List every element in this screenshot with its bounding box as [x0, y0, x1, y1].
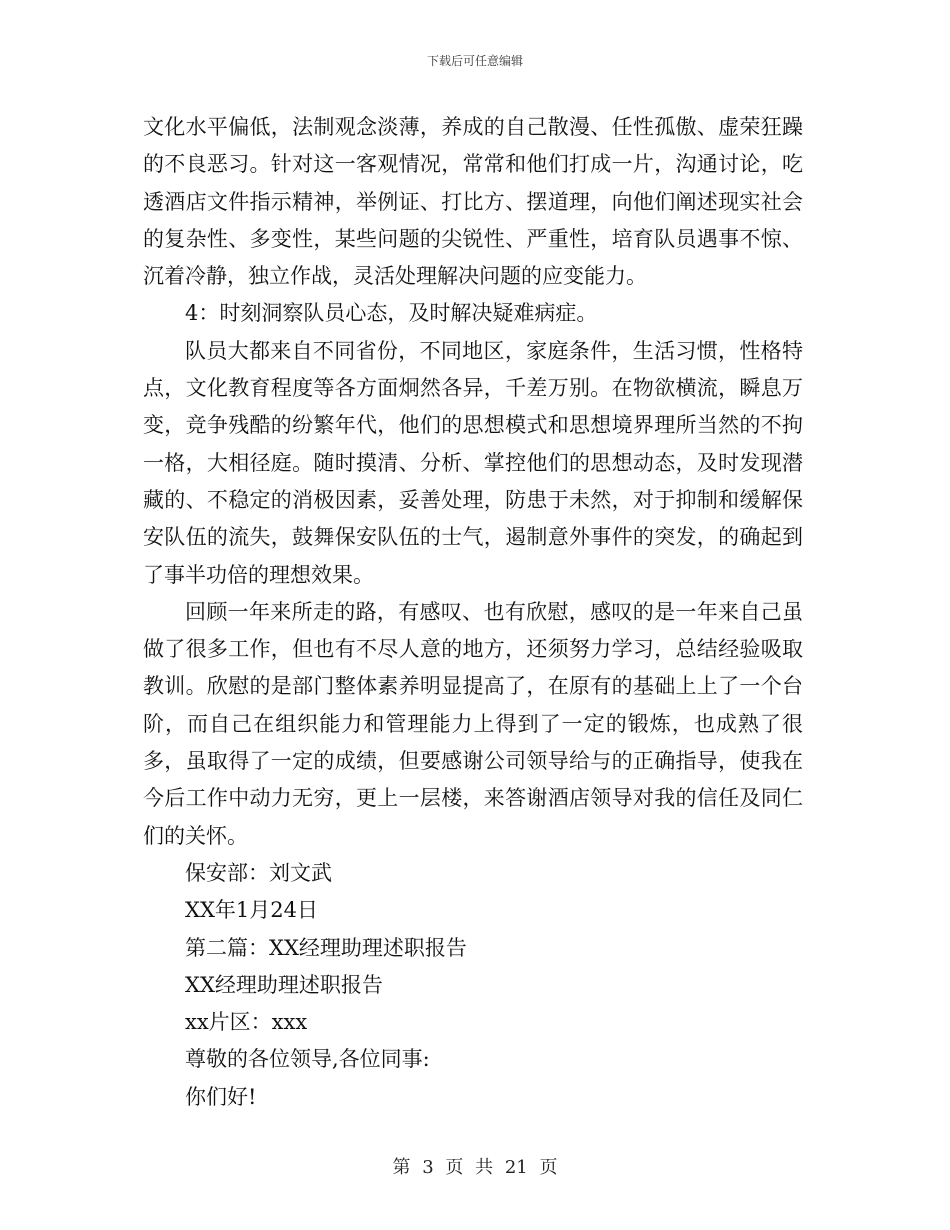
- greeting: 你们好!: [185, 1084, 257, 1109]
- paragraph: 文化水平偏低，法制观念淡薄，养成的自己散漫、任性孤傲、虚荣狂躁的不良恶习。针对这一客观情况，常常和他们打成一片，沟通讨论，吃透酒店文件指示精神，举例证、打比方、摆道理，向他们阐述现实社会的复杂性、多变性，某些问题的尖锐性、严重性，培育队员遇事不惊、沉着冷静，独立作战，灵活处理解决问题的应变能力。: [143, 115, 803, 289]
- author-line: xx片区：xxx: [185, 1010, 308, 1035]
- salutation: 尊敬的各位领导,各位同事:: [185, 1047, 430, 1072]
- page-header: 下载后可任意编辑: [426, 54, 523, 68]
- paragraph: 回顾一年来所走的路，有感叹、也有欣慰，感叹的是一年来自己虽做了很多工作，但也有不尽人意的地方，还须努力学习，总结经验吸取教训。欣慰的是部门整体素养明显提高了，在原有的基础上上了一个台阶，而自己在组织能力和管理能力上得到了一定的锻炼，也成熟了很多，虽取得了一定的成绩，但要感谢公司领导给与的正确指导，使我在今后工作中动力无穷，更上一层楼，来答谢酒店领导对我的信任及同仁们的关怀。: [143, 599, 803, 848]
- page-number: 第 3 页 共 21 页: [392, 1157, 558, 1178]
- section-heading: 第二篇：XX经理助理述职报告: [185, 935, 467, 960]
- document-body: [143, 109, 803, 1116]
- report-title: XX经理助理述职报告: [185, 972, 383, 997]
- paragraph: 队员大都来自不同省份，不同地区，家庭条件，生活习惯，性格特点，文化教育程度等各方面炯然各异，千差万别。在物欲横流，瞬息万变，竞争残酷的纷繁年代，他们的思想模式和思想境界理所当然的不拘一格，大相径庭。随时摸清、分析、掌控他们的思想动态，及时发现潜藏的、不稳定的消极因素，妥善处理，防患于未然，对于抑制和缓解保安队伍的流失，鼓舞保安队伍的士气，遏制意外事件的突发，的确起到了事半功倍的理想效果。: [143, 338, 803, 587]
- signature-department: 保安部：刘文武: [185, 860, 332, 885]
- paragraph: 4：时刻洞察队员心态，及时解决疑难病症。: [185, 301, 598, 326]
- signature-date: XX年1月24日: [185, 898, 318, 923]
